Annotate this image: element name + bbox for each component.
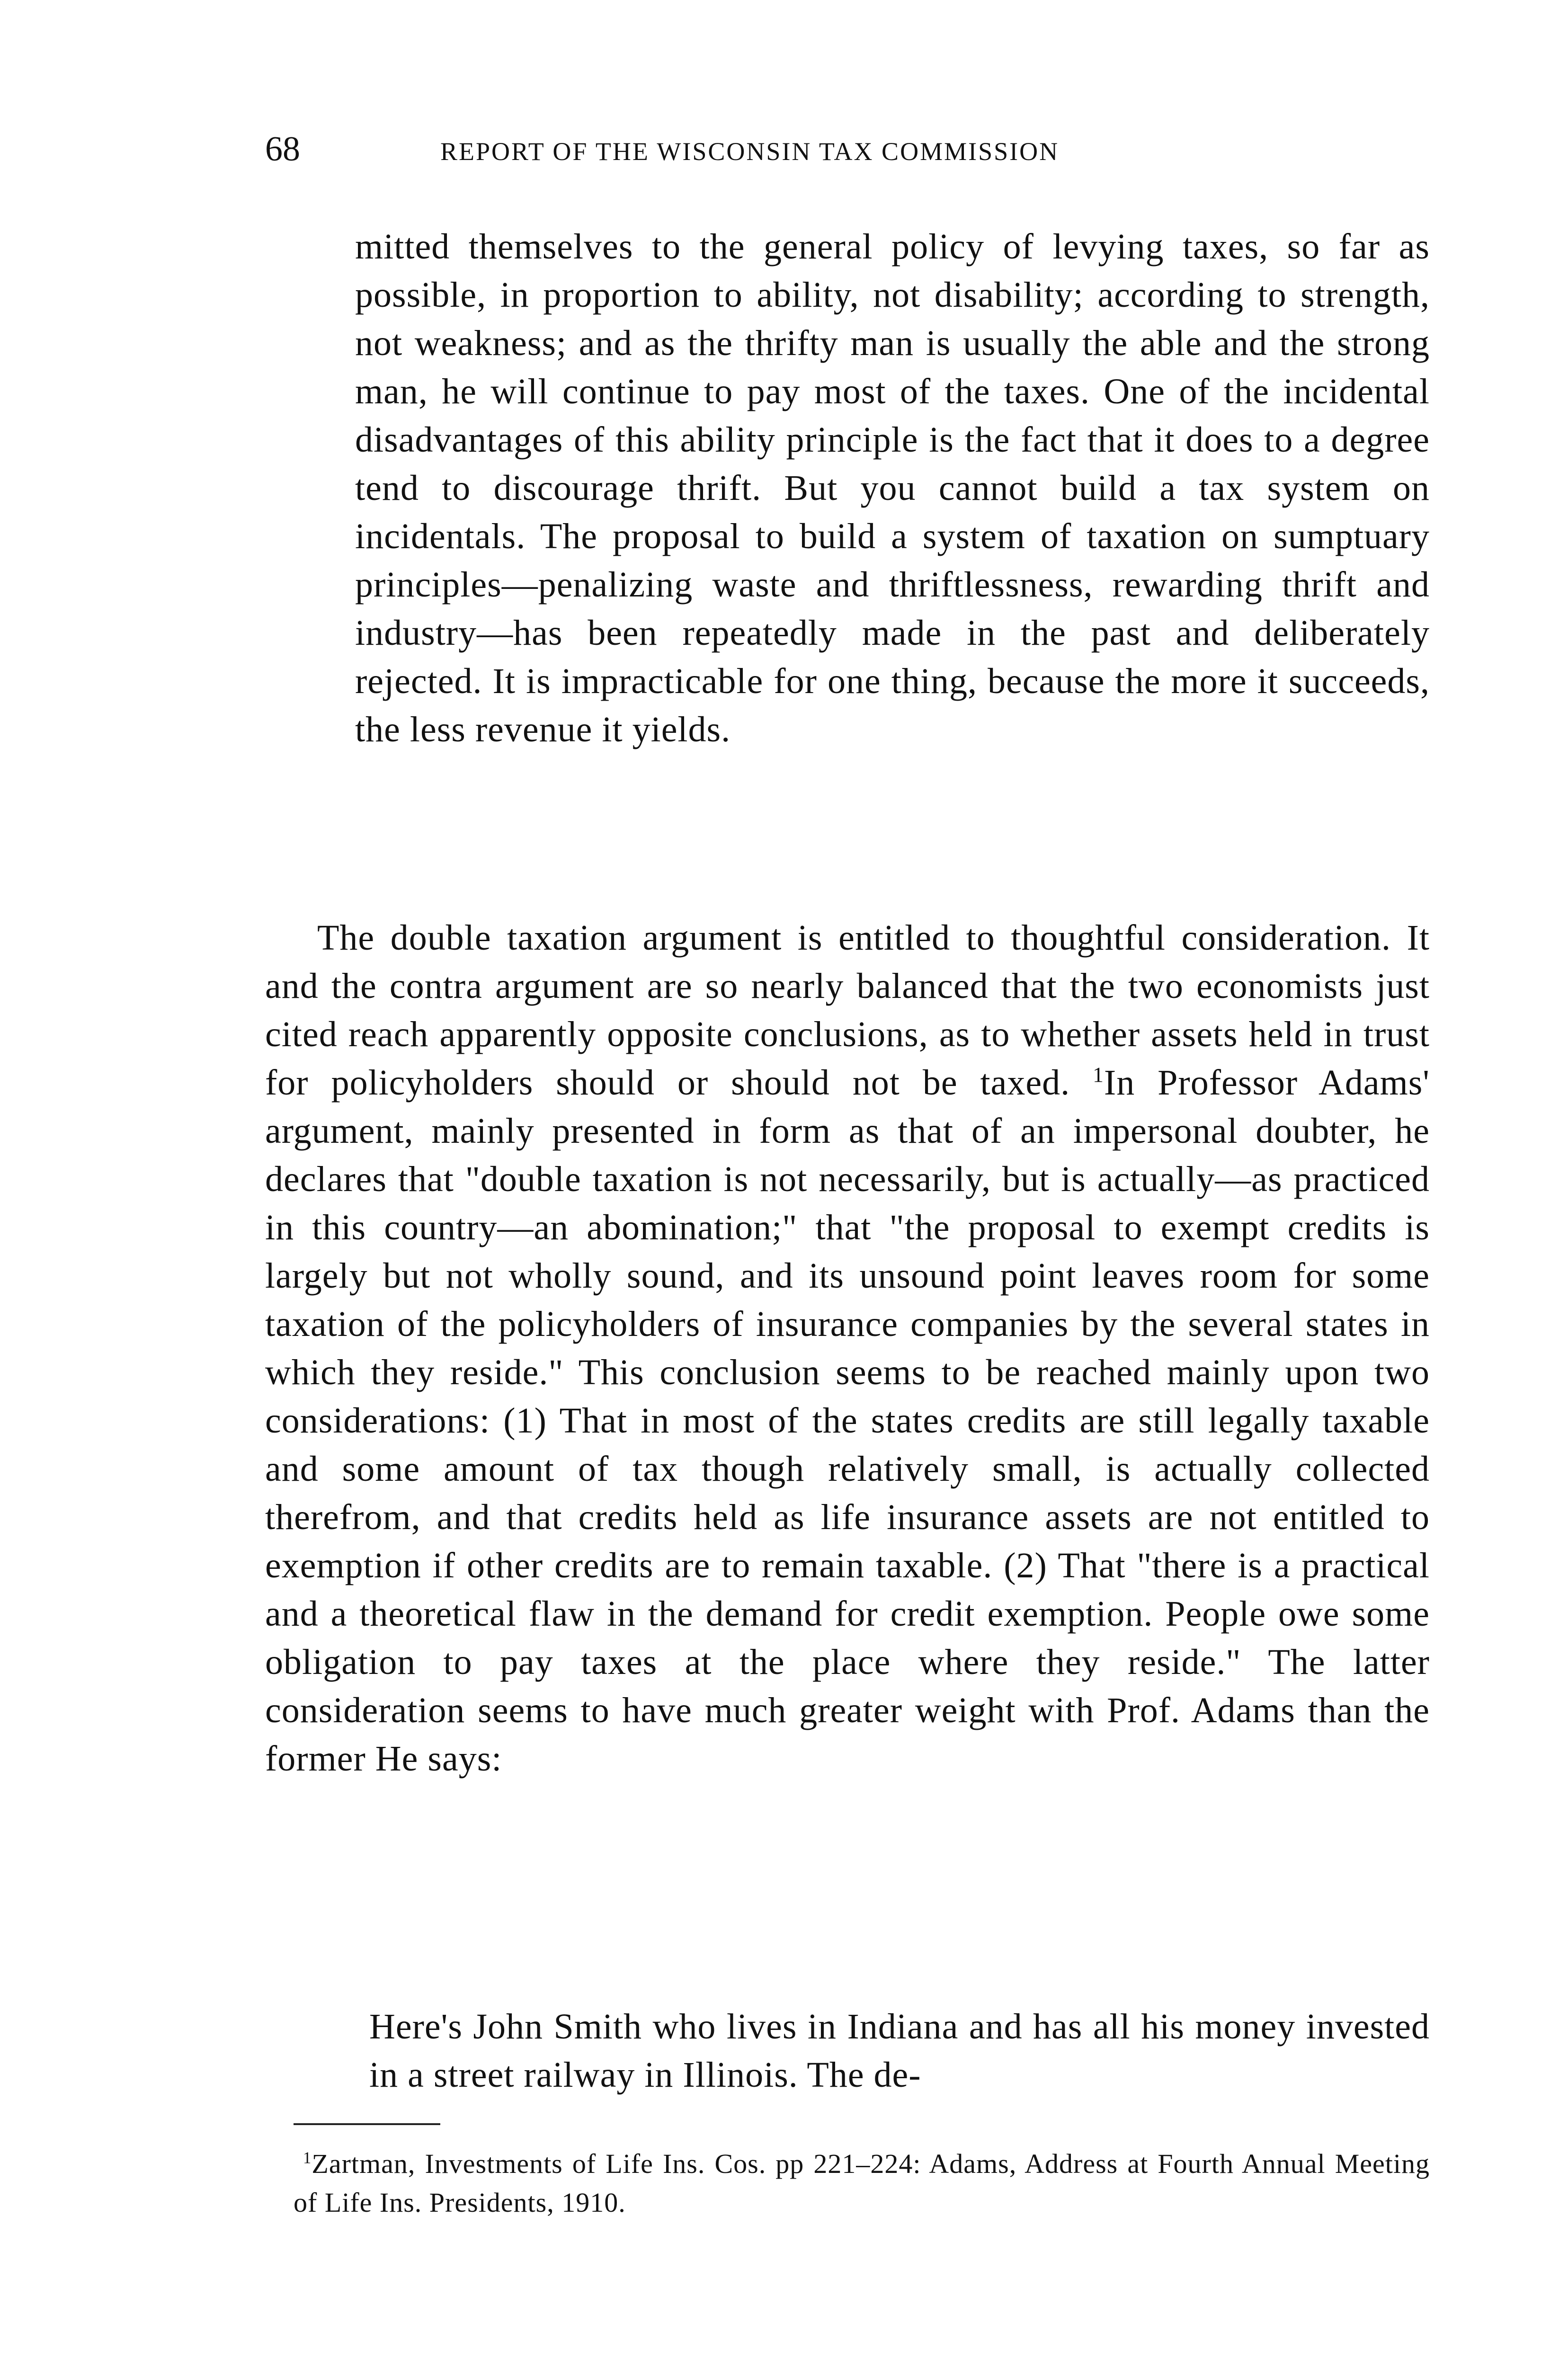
footnote-divider <box>294 2123 440 2125</box>
footnote-text: Zartman, Investments of Life Ins. Cos. pp 221–224: Adams, Address at Fourth Annual Meeting of Life Ins. Presidents, 1910. <box>294 2148 1430 2218</box>
body-paragraph <box>265 914 1430 1783</box>
footnote-reference: 1 <box>1093 1062 1104 1087</box>
footnote-marker: 1 <box>303 2148 312 2167</box>
block-quote-continued: mitted themselves to the general policy of levying taxes, so far as possible, in proportion to ability, not disability; according to strength, not weakness; and as the thrifty man is usually the able and the strong man, he will continue to pay most of the taxes. One of the incidental disadvantages of this ability principle is the fact that it does to a degree tend to discourage thrift. But you cannot build a tax system on incidentals. The proposal to build a system of taxation on sumptuary principles—penalizing waste and thriftlessness, rewarding thrift and industry—has been repeatedly made in the past and deliberately rejected. It is impracticable for one thing, because the more it succeeds, the less revenue it yields. <box>355 227 1430 749</box>
paragraph-text-before-note: The double taxation argument is entitled to thoughtful consideration. It and the contra argument are so nearly balanced that the two economists just cited reach apparently opposite conclusions, as to whether assets held in trust for policyholders should or should not be taxed. <box>265 918 1430 1103</box>
block-quote: Here's John Smith who lives in Indiana and has all his money invested in a street railway in Illinois. The de- <box>369 2007 1430 2095</box>
running-head <box>265 128 1307 170</box>
page-number: 68 <box>265 130 300 169</box>
footnote <box>294 2145 1430 2222</box>
paragraph-text-after-note: In Professor Adams' argument, mainly presented in form as that of an impersonal doubter, he declares that "double taxation is not necessarily, but is actually—as practiced in this country—an abomination;" that "the proposal to exempt credits is largely but not wholly sound, and its unsound point leaves room for some taxation of the policyholders of insurance companies by the several states in which they reside." This conclusion seems to be reached mainly upon two considerations: (1) That in most of the states credits are still legally taxable and some amount of tax though relatively small, is actually collected therefrom, and that credits held as life insurance assets are not entitled to exemption if other credits are to remain taxable. (2) That "there is a practical and a theoretical flaw in the demand for credit exemption. People owe some obligation to pay taxes at the place where they reside." The latter consideration seems to have much greater weight with Prof. Adams than the former He says: <box>265 1063 1430 1779</box>
running-head-title: REPORT OF THE WISCONSIN TAX COMMISSION <box>440 137 1060 166</box>
